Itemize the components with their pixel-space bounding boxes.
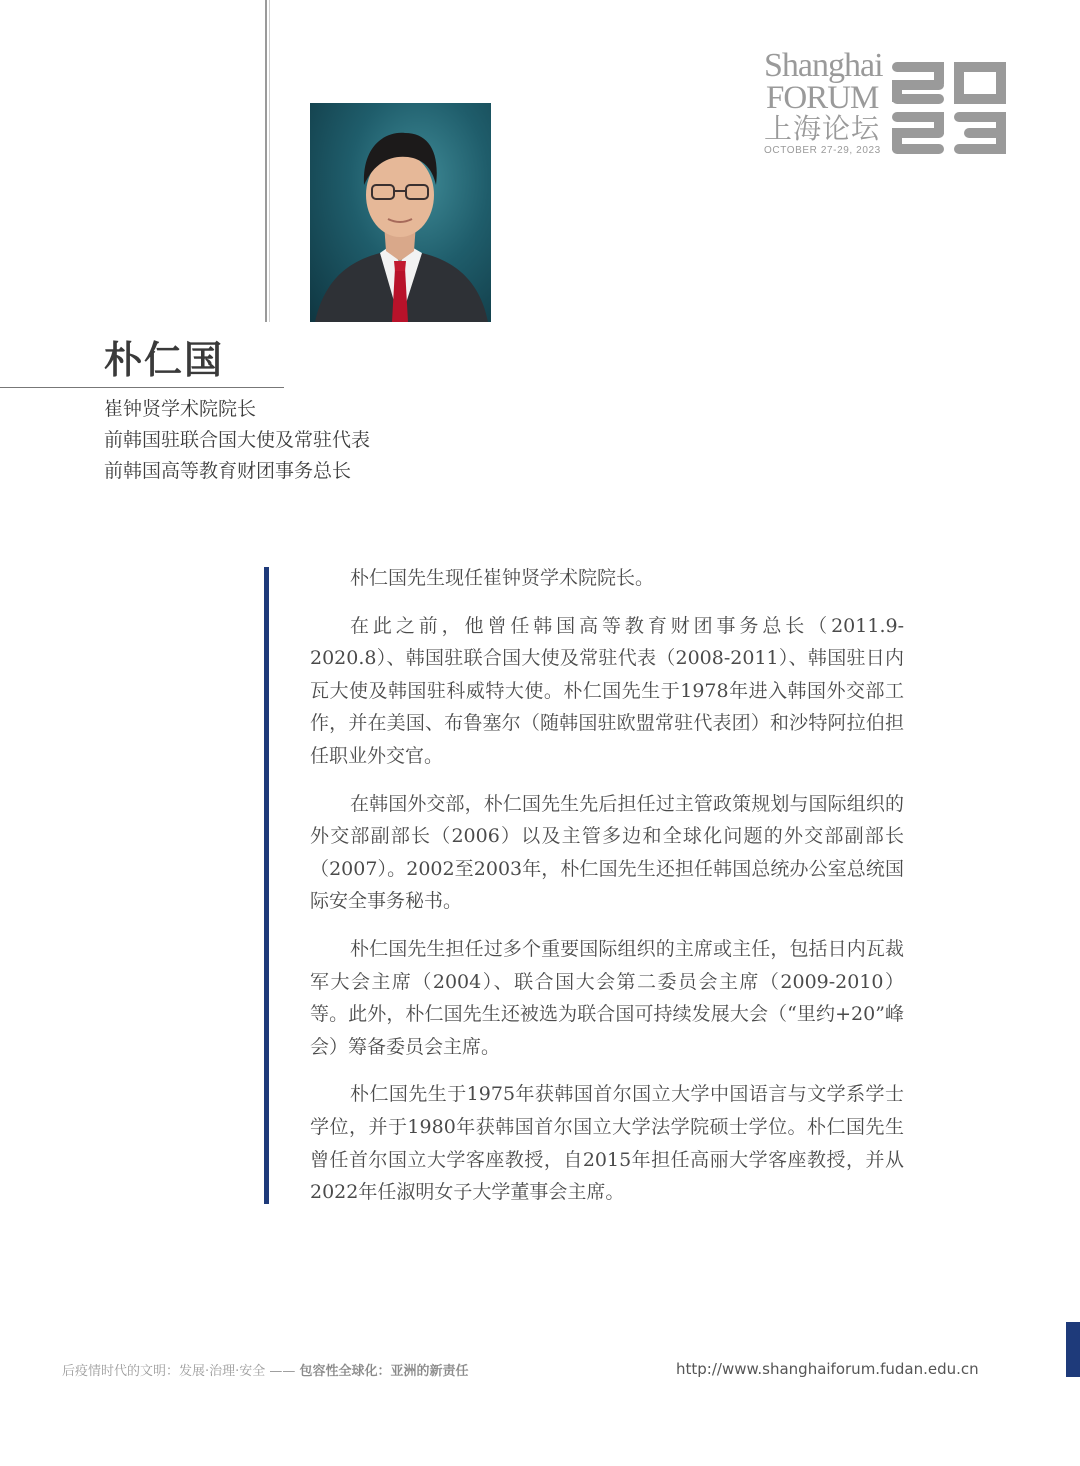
bio-paragraph: 在此之前，他曾任韩国高等教育财团事务总长（2011.9-2020.8）、韩国驻联合国大使及常驻代表（2008-2011）、韩国驻日内瓦大使及韩国驻科威特大使。朴仁国先生于1978年进入韩国外交部工作，并在美国、布鲁塞尔（随韩国驻欧盟常驻代表团）和沙特阿拉伯担任职业外交官。 [310, 614, 904, 767]
year-2023-graphic [890, 60, 1010, 156]
title-line: 崔钟贤学术院院长 [104, 398, 257, 420]
title-line: 前韩国驻联合国大使及常驻代表 [104, 429, 371, 451]
logo-chinese-text: 上海论坛 [764, 112, 881, 145]
page-side-tab [1066, 1322, 1080, 1377]
person-titles [104, 394, 370, 487]
bio-paragraph: 朴仁国先生担任过多个重要国际组织的主席或主任，包括日内瓦裁军大会主席（2004）、联合国大会第二委员会主席（2009-2010）等。此外，朴仁国先生还被选为联合国可持续发展大会（“里约+20”峰会）筹备委员会主席。 [310, 937, 904, 1058]
decorative-vertical-line [265, 0, 267, 322]
title-line: 前韩国高等教育财团事务总长 [104, 460, 352, 482]
logo-forum-text: FORUM [766, 80, 879, 116]
portrait-icon [310, 103, 491, 322]
accent-bar [264, 567, 269, 1204]
footer-theme-main: 包容性全球化：亚洲的新责任 [299, 1364, 469, 1379]
name-divider [0, 387, 284, 388]
logo-dates: OCTOBER 27-29, 2023 [764, 145, 881, 156]
logo-shanghai-text: Shanghai [764, 47, 883, 84]
decorative-vertical-line-thin [269, 0, 270, 322]
bio-paragraph: 朴仁国先生现任崔钟贤学术院院长。 [350, 567, 655, 589]
footer-theme [62, 1360, 469, 1379]
biography [310, 562, 904, 1224]
portrait-photo [310, 103, 491, 322]
person-name: 朴仁国 [104, 337, 225, 382]
footer-url-link[interactable]: http://www.shanghaiforum.fudan.edu.cn [676, 1360, 979, 1378]
footer-theme-prefix: 后疫情时代的文明：发展·治理·安全 —— [62, 1364, 300, 1379]
bio-paragraph: 朴仁国先生于1975年获韩国首尔国立大学中国语言与文学系学士学位，并于1980年获韩国首尔国立大学法学院硕士学位。朴仁国先生曾任首尔国立大学客座教授，自2015年担任高丽大学客座教授，并从2022年任淑明女子大学董事会主席。 [310, 1083, 904, 1204]
bio-paragraph: 在韩国外交部，朴仁国先生先后担任过主管政策规划与国际组织的外交部副部长（2006）以及主管多边和全球化问题的外交部副部长（2007）。2002至2003年，朴仁国先生还担任韩国总统办公室总统国际安全事务秘书。 [310, 792, 904, 913]
shanghai-forum-logo [764, 48, 1014, 160]
